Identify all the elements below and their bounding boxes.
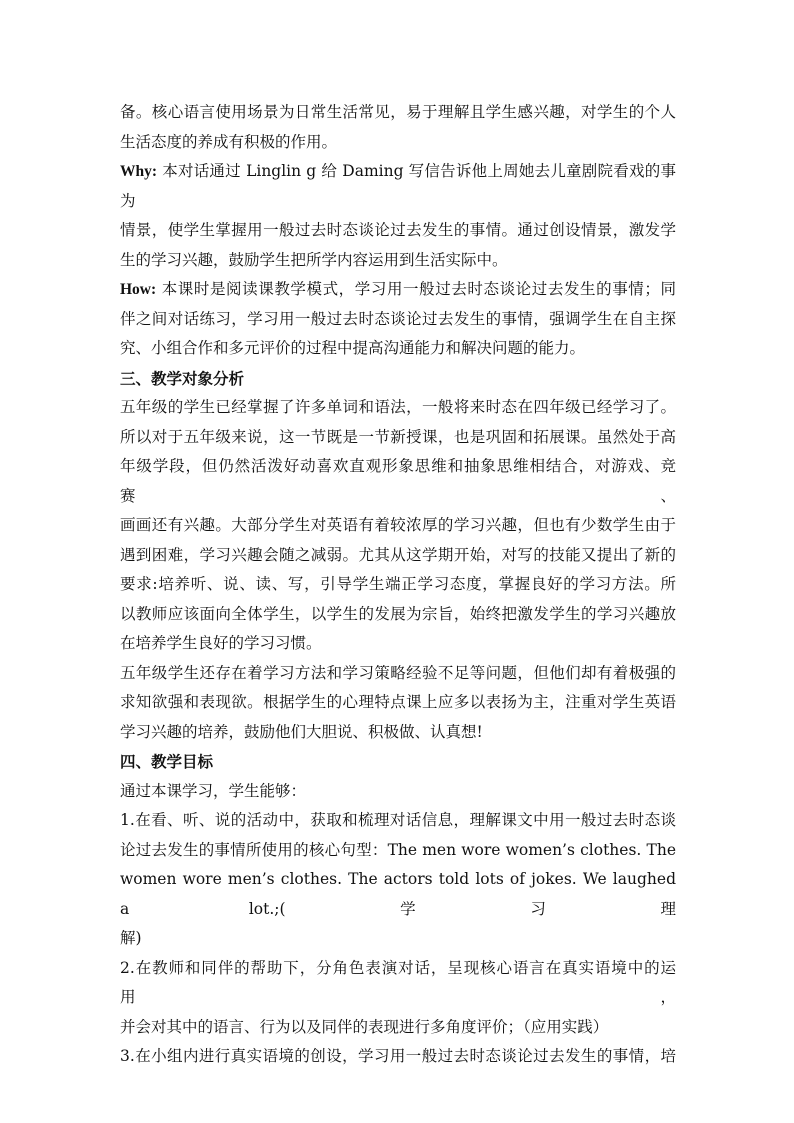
analysis-paragraph-line: 求知欲强和表现欲。根据学生的心理特点课上应多以表扬为主，注重对学生英语 [120, 693, 676, 711]
goals-intro: 通过本课学习，学生能够： [120, 781, 307, 800]
analysis-paragraph-line: 以教师应该面向全体学生，以学生的发展为宗旨，始终把激发学生的学习兴趣放 [120, 604, 676, 623]
analysis-paragraph-line: 学习兴趣的培养，鼓励他们大胆说、积极做、认真想! [120, 722, 483, 741]
how-paragraph-line: 究、小组合作和多元评价的过程中提高沟通能力和解决问题的能力。 [120, 339, 586, 357]
analysis-paragraph-line: 年级学段，但仍然活泼好动喜欢直观形象思维和抽象思维相结合，对游戏、竞赛、 [120, 457, 676, 505]
why-text: 本对话通过 Linglin g 给 Daming 写信告诉他上周她去儿童剧院看戏的事为 [120, 162, 676, 210]
goal-1-line: 解) [120, 929, 142, 947]
why-label: Why: [120, 163, 158, 180]
how-paragraph-line [120, 275, 676, 305]
why-paragraph-line [120, 157, 676, 216]
intro-line: 生活态度的养成有积极的作用。 [120, 132, 338, 151]
goal-2-line: 2.在教师和同伴的帮助下，分角色表演对话，呈现核心语言在真实语境中的运用， [120, 958, 676, 1006]
analysis-paragraph-line: 要求:培养听、说、读、写，引导学生端正学习态度，掌握良好的学习方法。所 [120, 575, 676, 593]
intro-line: 备。核心语言使用场景为日常生活常见，易于理解且学生感兴趣，对学生的个人 [120, 103, 676, 121]
section-heading-teaching-goals: 四、教学目标 [120, 752, 214, 771]
goal-2-line: 并会对其中的语言、行为以及同伴的表现进行多角度评价；（应用实践） [120, 1017, 609, 1036]
why-paragraph-line: 情景，使学生掌握用一般过去时态谈论过去发生的事情。通过创设情景，激发学 [120, 221, 676, 239]
document-body [120, 98, 676, 1072]
goal-3-line: 3.在小组内进行真实语境的创设，学习用一般过去时态谈论过去发生的事情，培 [120, 1047, 676, 1065]
how-label: How: [120, 281, 157, 298]
goal-1-line: 论过去发生的事情所使用的核心句型：The men wore women’s clothes. The [120, 840, 676, 859]
why-paragraph-line: 生的学习兴趣，鼓励学生把所学内容运用到生活实际中。 [120, 250, 508, 269]
how-text: 本课时是阅读课教学模式，学习用一般过去时态谈论过去发生的事情；同 [156, 280, 676, 298]
section-heading-learner-analysis: 三、教学对象分析 [120, 368, 245, 388]
goal-1-line: 1.在看、听、说的活动中，获取和梳理对话信息，理解课文中用一般过去时态谈 [120, 811, 676, 829]
analysis-paragraph-line: 遇到困难，学习兴趣会随之减弱。尤其从这学期开始，对写的技能又提出了新的 [120, 545, 676, 564]
how-paragraph-line: 伴之间对话练习，学习用一般过去时态谈论过去发生的事情，强调学生在自主探 [120, 309, 676, 328]
goal-1-line: women wore men’s clothes. The actors told lots of jokes. We laughed a lot.;(学习理 [120, 870, 676, 918]
analysis-paragraph-line: 所以对于五年级来说，这一节既是一节新授课，也是巩固和拓展课。虽然处于高 [120, 427, 676, 446]
analysis-paragraph-line: 画画还有兴趣。大部分学生对英语有着较浓厚的学习兴趣，但也有少数学生由于 [120, 516, 676, 534]
analysis-paragraph-line: 在培养学生良好的学习习惯。 [120, 634, 322, 652]
analysis-paragraph-line: 五年级学生还存在着学习方法和学习策略经验不足等问题，但他们却有着极强的 [120, 663, 676, 682]
analysis-paragraph-line: 五年级的学生已经掌握了许多单词和语法，一般将来时态在四年级已经学习了。 [120, 398, 676, 416]
